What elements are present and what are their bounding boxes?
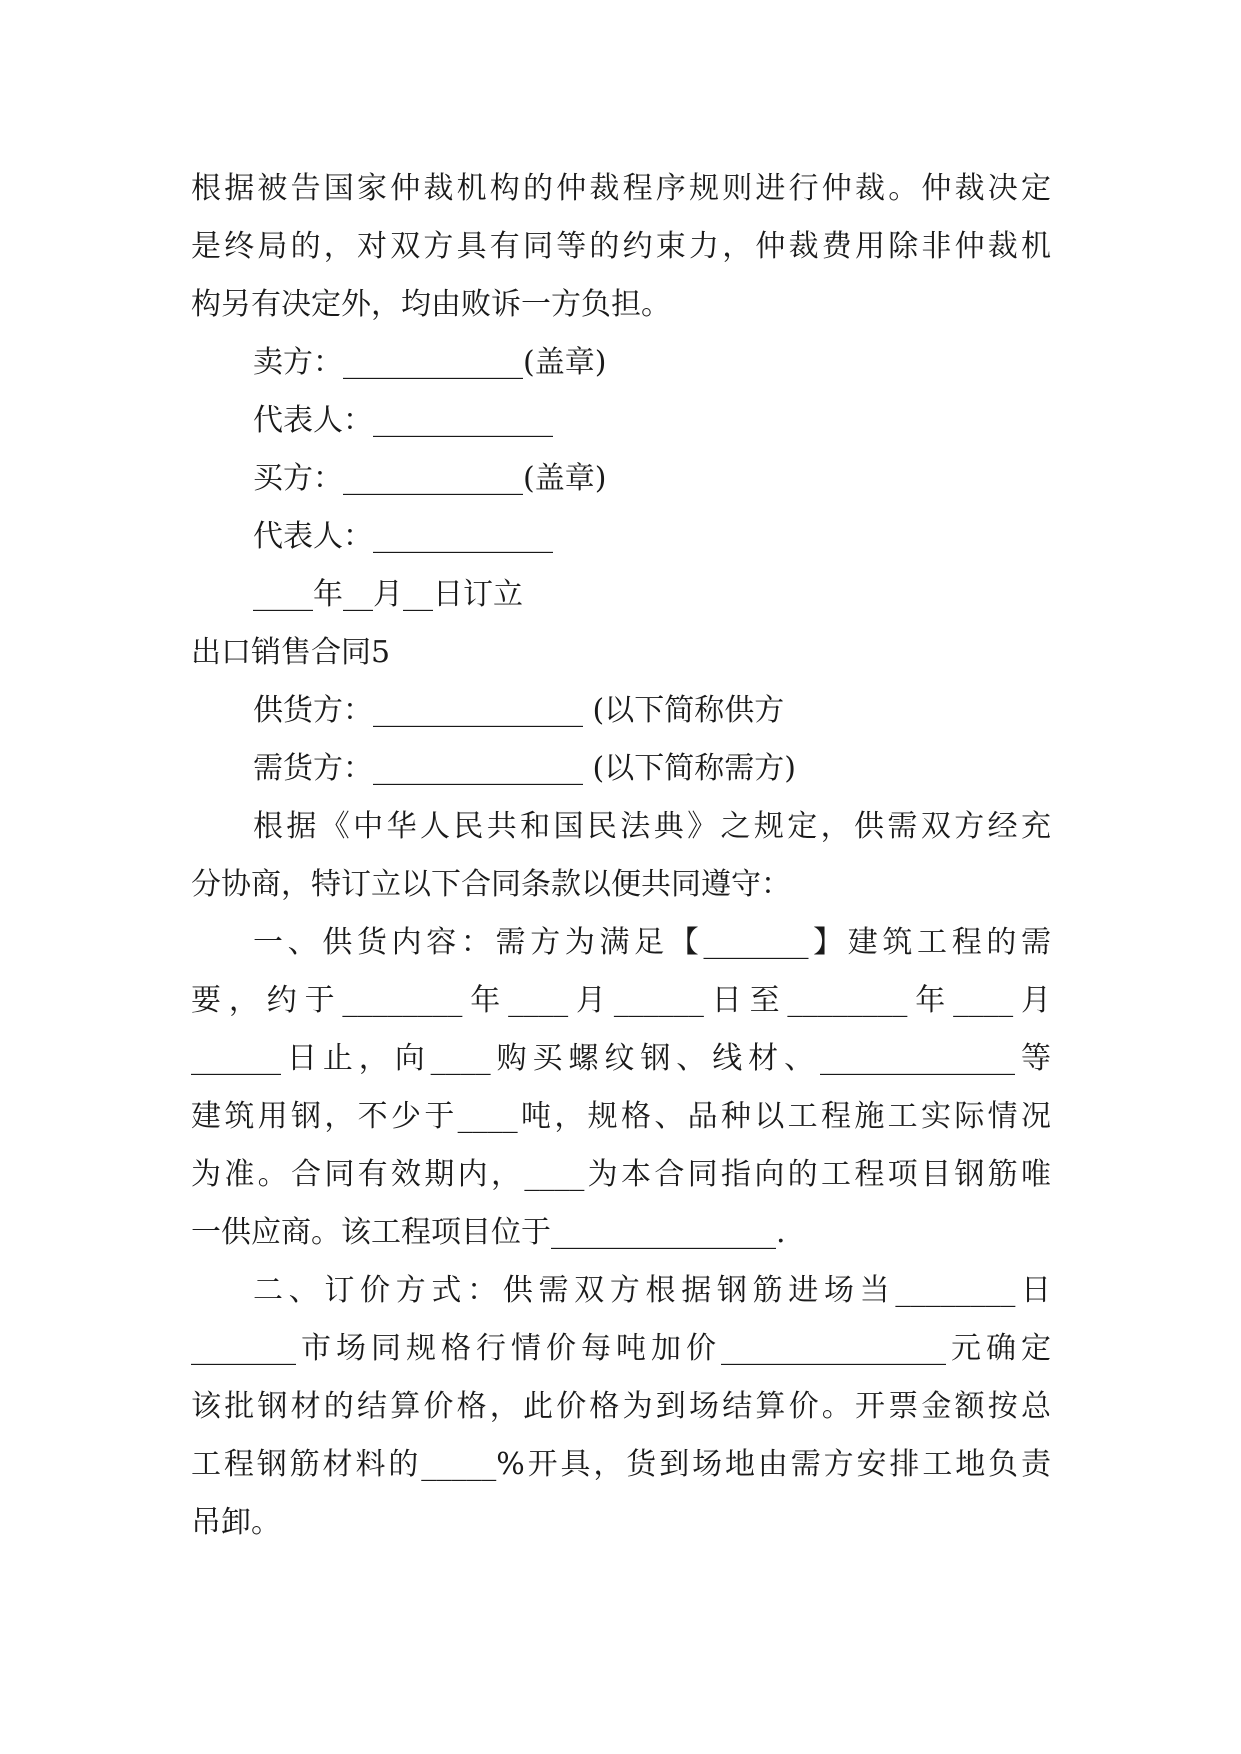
clause-line: 为准。合同有效期内，____为本合同指向的工程项目钢筋唯 bbox=[191, 1157, 1051, 1192]
clause-line: 吊卸。 bbox=[191, 1505, 281, 1540]
clause-line: 一、供货内容：需方为满足【_______】建筑工程的需 bbox=[253, 925, 1051, 960]
clause-line: 工程钢筋材料的_____%开具，货到场地由需方安排工地负责 bbox=[191, 1447, 1051, 1482]
buyer-signature-line: 买方：____________(盖章) bbox=[253, 461, 607, 496]
paragraph-line: 分协商，特订立以下合同条款以便共同遵守： bbox=[191, 867, 791, 902]
clause-line: 要，约于________年____月______日至________年____月 bbox=[191, 983, 1051, 1018]
paragraph-line: 根据被告国家仲裁机构的仲裁程序规则进行仲裁。仲裁决定 bbox=[191, 171, 1051, 206]
buyer-representative-line: 代表人：____________ bbox=[253, 519, 553, 554]
document-body bbox=[191, 160, 1051, 1552]
clause-line: ______日止，向____购买螺纹钢、线材、_____________等 bbox=[191, 1041, 1051, 1076]
clause-line: 建筑用钢，不少于____吨，规格、品种以工程施工实际情况 bbox=[191, 1099, 1051, 1134]
date-line: ____年__月__日订立 bbox=[253, 577, 523, 612]
seller-representative-line: 代表人：____________ bbox=[253, 403, 553, 438]
section-heading: 出口销售合同5 bbox=[191, 635, 391, 670]
clause-line: _______市场同规格行情价每吨加价_______________元确定 bbox=[191, 1331, 1051, 1366]
demander-line: 需货方：______________ (以下简称需方) bbox=[253, 751, 796, 786]
supplier-line: 供货方：______________ (以下简称供方 bbox=[253, 693, 785, 728]
clause-line: 该批钢材的结算价格，此价格为到场结算价。开票金额按总 bbox=[191, 1389, 1051, 1424]
paragraph-line: 根据《中华人民共和国民法典》之规定，供需双方经充 bbox=[253, 809, 1051, 844]
paragraph-line: 构另有决定外，均由败诉一方负担。 bbox=[191, 287, 671, 322]
clause-line: 二、订价方式：供需双方根据钢筋进场当________日 bbox=[253, 1273, 1051, 1308]
seller-signature-line: 卖方：____________(盖章) bbox=[253, 345, 607, 380]
paragraph-line: 是终局的，对双方具有同等的约束力，仲裁费用除非仲裁机 bbox=[191, 229, 1051, 264]
clause-line: 一供应商。该工程项目位于_______________. bbox=[191, 1215, 786, 1250]
